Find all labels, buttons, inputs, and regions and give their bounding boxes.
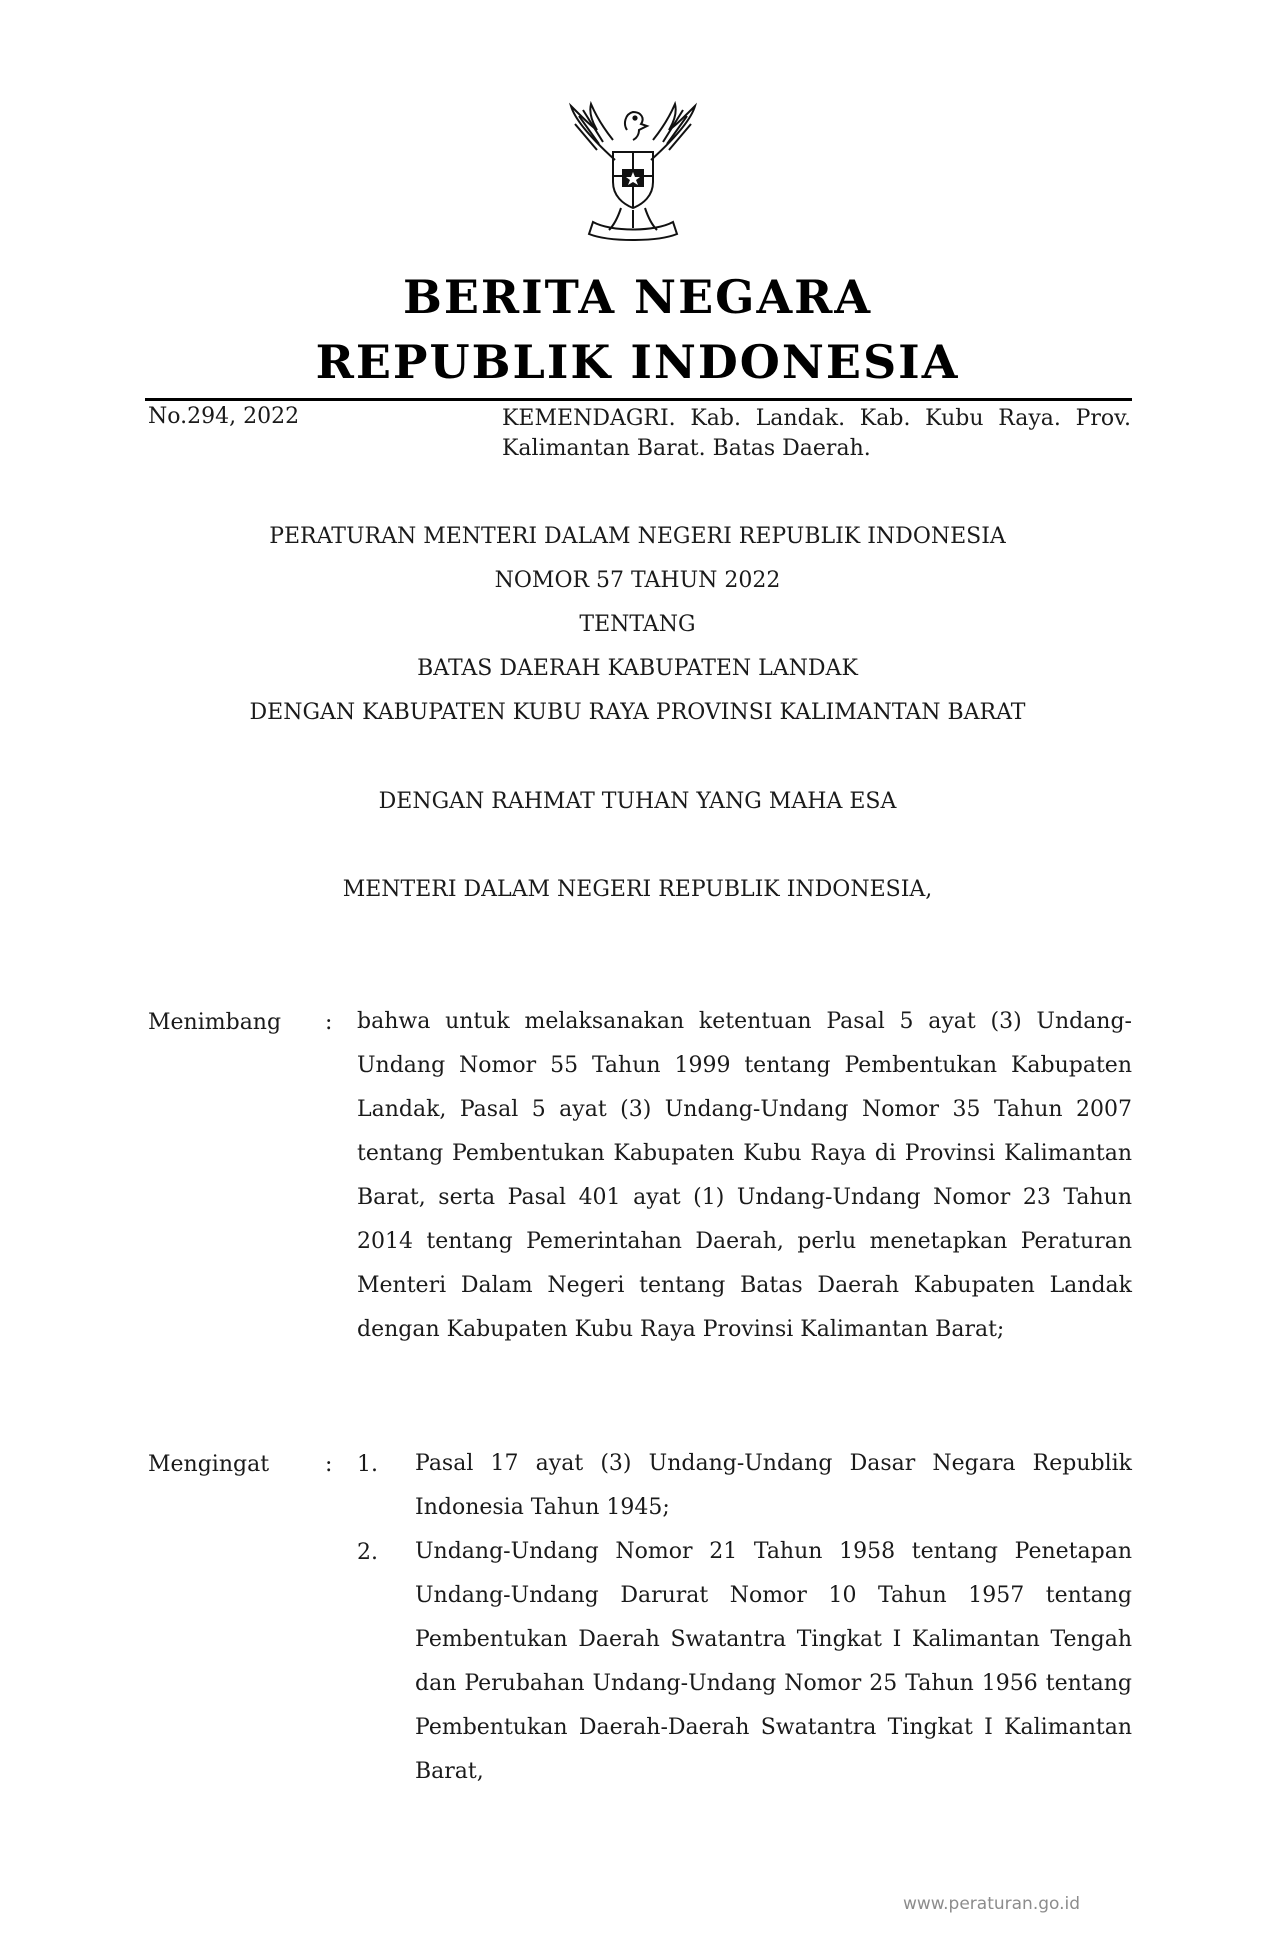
menimbang-text: bahwa untuk melaksanakan ketentuan Pasal 5 ayat (3) Undang-Undang Nomor 55 Tahun 1999 tentang Pembentukan Kabupaten Landak, Pasal 5 ayat (3) Undang-Undang Nomor 35 Tahun 2007 tentang Pembentukan Kabupaten Kubu Raya di Provinsi Kalimantan Barat, serta Pasal 401 ayat (1) Undang-Undang Nomor 23 Tahun 2014 tentang Pemerintahan Daerah, perlu menetapkan Peraturan Menteri Dalam Negeri tentang Batas Daerah Kabupaten Landak dengan Kabupaten Kubu Raya Provinsi Kalimantan Barat; bbox=[357, 1009, 1132, 1342]
mengingat-item-text: Undang-Undang Nomor 21 Tahun 1958 tentang Penetapan Undang-Undang Darurat Nomor 10 Tahun 1957 tentang Pembentukan Daerah Swatantra Tingkat I Kalimantan Tengah dan Perubahan Undang-Undang Nomor 25 Tahun 1956 tentang Pembentukan Daerah-Daerah Swatantra Tingkat I Kalimantan Barat, bbox=[415, 1539, 1132, 1784]
mengingat-item-number: 2. bbox=[357, 1540, 378, 1565]
menimbang-label: Menimbang bbox=[148, 1010, 282, 1035]
regulation-subject-1: BATAS DAERAH KABUPATEN LANDAK bbox=[417, 656, 858, 681]
mengingat-colon: : bbox=[325, 1452, 333, 1477]
invocation: DENGAN RAHMAT TUHAN YANG MAHA ESA bbox=[378, 789, 897, 814]
masthead-divider bbox=[145, 398, 1132, 401]
mengingat-item-text: Pasal 17 ayat (3) Undang-Undang Dasar Negara Republik Indonesia Tahun 1945; bbox=[415, 1451, 1132, 1520]
issuer: MENTERI DALAM NEGERI REPUBLIK INDONESIA, bbox=[342, 877, 933, 902]
masthead-subtitle: REPUBLIK INDONESIA bbox=[315, 335, 960, 389]
regulation-about: TENTANG bbox=[579, 612, 696, 637]
mengingat-label: Mengingat bbox=[148, 1452, 270, 1477]
regulation-subject-2: DENGAN KABUPATEN KUBU RAYA PROVINSI KALIMANTAN BARAT bbox=[249, 700, 1026, 725]
menimbang-colon: : bbox=[325, 1010, 333, 1035]
garuda-emblem-icon bbox=[553, 100, 713, 245]
regulation-number: NOMOR 57 TAHUN 2022 bbox=[494, 568, 781, 593]
mengingat-item-number: 1. bbox=[357, 1452, 378, 1477]
gazette-number: No.294, 2022 bbox=[148, 404, 300, 429]
footer-url: www.peraturan.go.id bbox=[903, 1894, 1081, 1914]
masthead-title: BERITA NEGARA bbox=[402, 270, 873, 324]
regulation-title: PERATURAN MENTERI DALAM NEGERI REPUBLIK INDONESIA bbox=[269, 524, 1006, 549]
gazette-topic: KEMENDAGRI. Kab. Landak. Kab. Kubu Raya. Prov. Kalimantan Barat. Batas Daerah. bbox=[502, 406, 1131, 461]
